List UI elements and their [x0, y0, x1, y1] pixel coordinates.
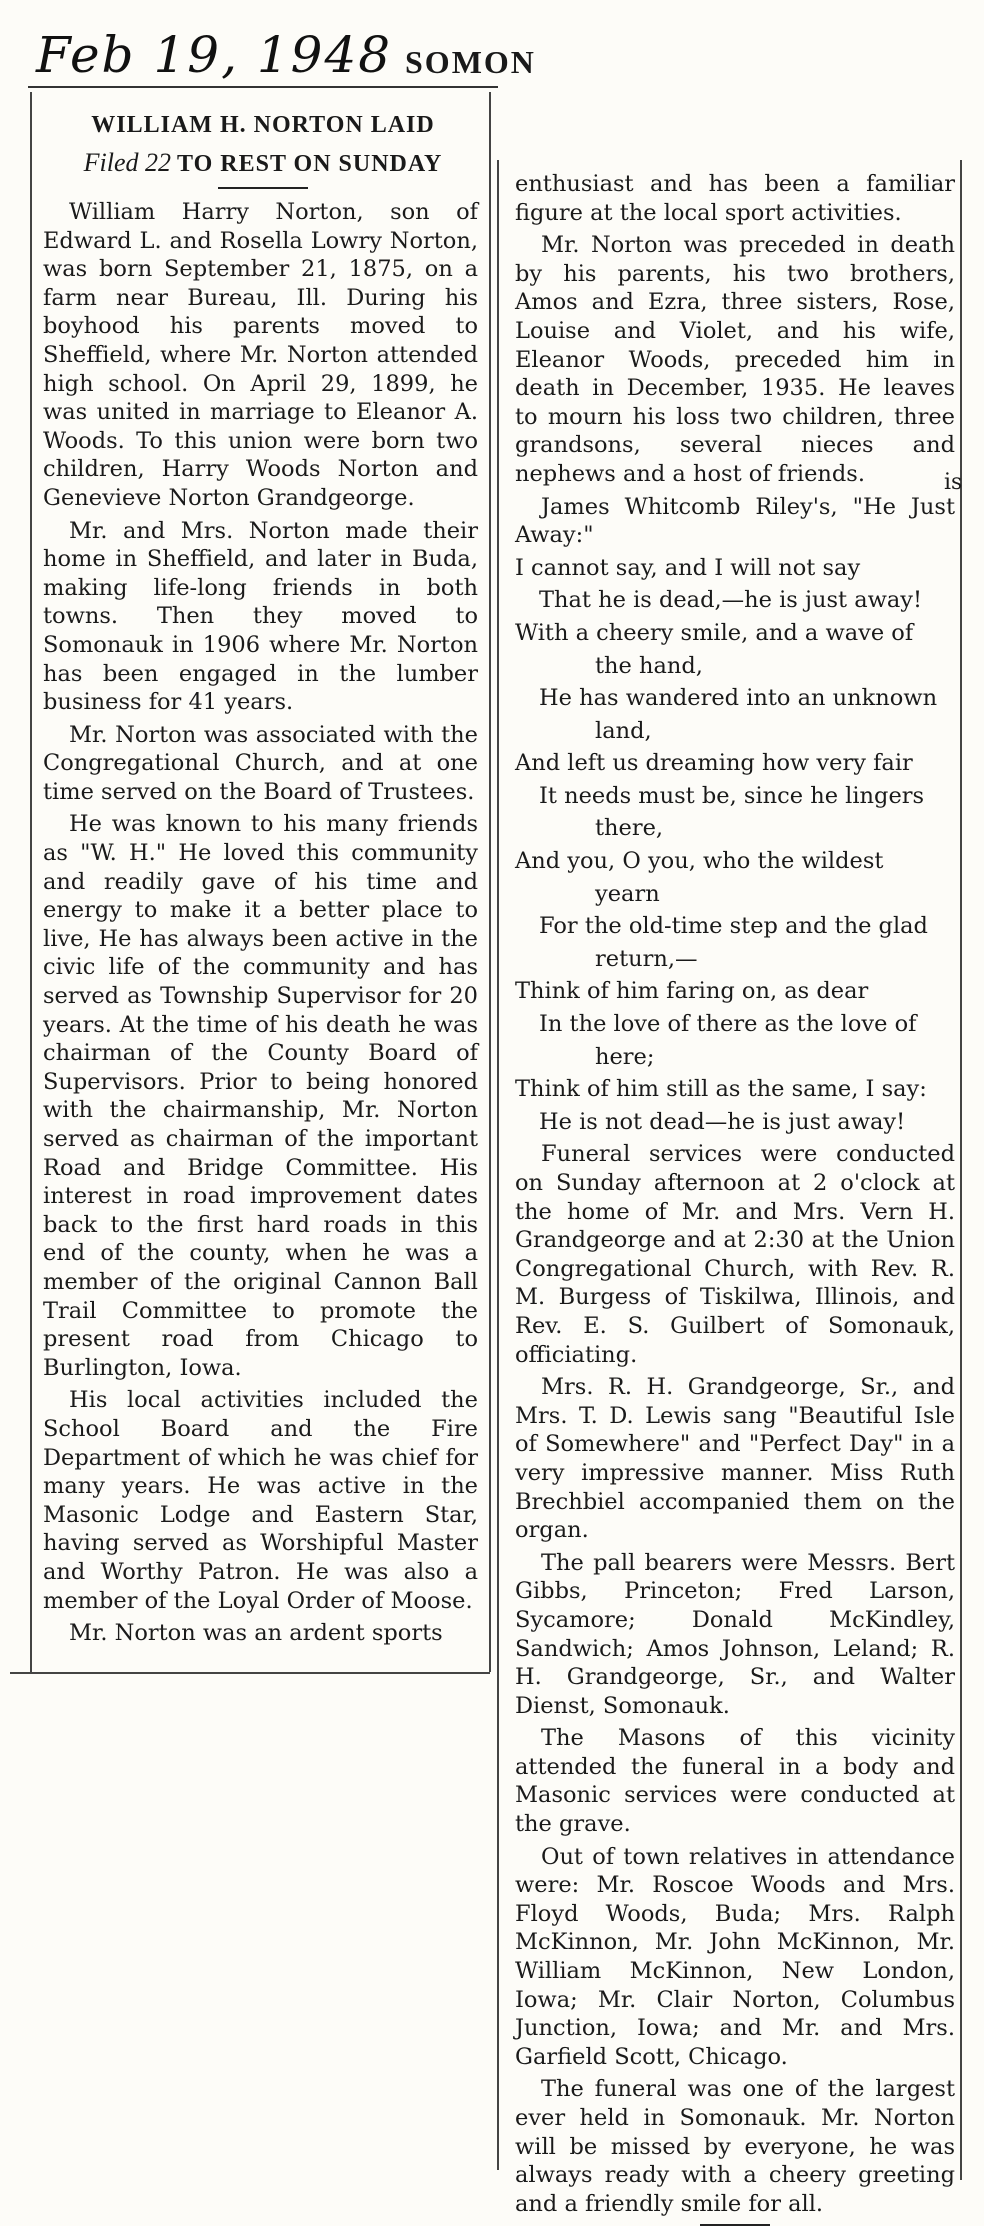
paragraph: The Masons of this vicinity attended the funeral in a body and Masonic services were conducted at the grave.: [515, 1725, 955, 1838]
column1-right-border: [489, 92, 491, 1672]
paragraph: Funeral services were conducted on Sunday afternoon at 2 o'clock at the home of Mr. and Mrs. Vern H. Grandgeorge and at 2:30 at the Union Congregational Church, with Rev. R. M. Burgess of Tiskilwa, Illinois, and Rev. E. S. Guilbert of Somonauk, officiating.: [515, 1141, 955, 1368]
masthead-rule: [28, 86, 498, 88]
poem-line: For the old-time step and the glad: [539, 913, 928, 940]
poem-line: In the love of there as the love of: [539, 1011, 917, 1038]
poem-line: With a cheery smile, and a wave of: [515, 619, 914, 646]
paragraph: James Whitcomb Riley's, "He Just Away:": [515, 493, 955, 549]
poem-line: Think of him faring on, as dear: [515, 978, 869, 1005]
paragraph: Mr. and Mrs. Norton made their home in Sheffield, and later in Buda, making life-long friends in both towns. Then they moved to Somonauk in 1906 where Mr. Norton has been engaged in the lumber business for 41 years.: [43, 517, 478, 716]
paragraph: William Harry Norton, son of Edward L. and Rosella Lowry Norton, was born September 21, 1875, on a farm near Bureau, Ill. During his boyhood his parents moved to Sheffield, where Mr. Norton attended high school. On April 29, 1899, he was united in marriage to Eleanor A. Woods. To this union were born two children, Harry Woods Norton and Genevieve Norton Grandgeorge.: [43, 199, 478, 511]
article-column-1: [43, 198, 478, 1652]
column1-left-border: [30, 92, 32, 1672]
poem-line: He has wandered into an unknown: [539, 685, 938, 712]
handwritten-date: Feb 19, 1948: [36, 26, 393, 84]
paragraph: The pall bearers were Messrs. Bert Gibbs, Princeton; Fred Larson, Sycamore; Donald McKindley, Sandwich; Amos Johnson, Leland; R. H. Grandgeorge, Sr., and Walter Dienst, Somonauk.: [515, 1549, 955, 1719]
poem-line: return,—: [595, 945, 698, 972]
poem-line: Think of him still as the same, I say:: [515, 1076, 927, 1103]
column2-right-border: [960, 160, 962, 2180]
paragraph: He was known to his many friends as "W. H." He loved this community and readily gave of his time and energy to make it a better place to live, He has always been active in the civic life of the community and has served as Township Supervisor for 20 years. At the time of his death he was chairman of the County Board of Supervisors. Prior to being honored with the chairmanship, Mr. Norton served as chairman of the important Road and Bridge Committee. His interest in road improvement dates back to the first hard roads in this end of the county, when he was a member of the original Cannon Ball Trail Committee to promote the present road from Chicago to Burlington, Iowa.: [43, 811, 478, 1381]
poem-line: That he is dead,—he is just away!: [539, 587, 923, 614]
paragraph: His local activities included the School Board and the Fire Department of which he was chief for many years. He was active in the Masonic Lodge and Eastern Star, having served as Worshipful Master and Worthy Patron. He was also a member of the Loyal Order of Moose.: [43, 1387, 478, 1614]
column1-bottom-border: [10, 1672, 490, 1674]
headline-rule: [218, 187, 308, 189]
poem-line: the hand,: [595, 652, 703, 679]
paragraph: Mr. Norton was preceded in death by his parents, his two brothers, Amos and Ezra, three sisters, Rose, Louise and Violet, and his wife, Eleanor Woods, preceded him in death in December, 1935. He leaves to mourn his loss two children, three grandsons, several nieces and nephews and a host of friends.: [515, 232, 955, 487]
paragraph: Mr. Norton was an ardent sports: [69, 1620, 443, 1647]
paragraph: enthusiast and has been a familiar figure at the local sport activities.: [515, 171, 955, 226]
poem: [515, 554, 955, 1137]
poem-line: here;: [595, 1043, 655, 1070]
headline-line-2: TO REST ON SUNDAY: [177, 151, 443, 177]
paragraph: Mrs. R. H. Grandgeorge, Sr., and Mrs. T. D. Lewis sang "Beautiful Isle of Somewhere" and "Perfect Day" in a very impressive manner. Miss Ruth Brechbiel accompanied them on the organ.: [515, 1374, 955, 1544]
headline: [43, 106, 483, 189]
poem-line: land,: [595, 717, 652, 744]
poem-line: He is not dead—he is just away!: [539, 1108, 906, 1135]
poem-line: there,: [595, 815, 664, 842]
poem-line: And you, O you, who the wildest: [515, 848, 884, 875]
paragraph: Out of town relatives in attendance were: Mr. Roscoe Woods and Mrs. Floyd Woods, Buda; Mrs. Ralph McKinnon, Mr. John McKinnon, Mr. William McKinnon, New London, Iowa; Mr. Clair Norton, Columbus Junction, Iowa; and Mr. and Mrs. Garfield Scott, Chicago.: [515, 1843, 955, 2070]
margin-fragment: is: [944, 470, 963, 495]
poem-line: And left us dreaming how very fair: [515, 750, 913, 777]
masthead-fragment: SOMON: [405, 44, 536, 80]
poem-line: yearn: [595, 880, 660, 907]
handwritten-note: Filed 22: [83, 148, 172, 177]
paragraph: The funeral was one of the largest ever held in Somonauk. Mr. Norton will be missed by everyone, he was always ready with a cheery greeting and a friendly smile for all.: [515, 2076, 955, 2217]
paragraph: Mr. Norton was associated with the Congregational Church, and at one time served on the Board of Trustees.: [43, 721, 478, 805]
headline-line-1: WILLIAM H. NORTON LAID: [91, 112, 435, 138]
poem-line: I cannot say, and I will not say: [515, 554, 861, 581]
article-column-2: [515, 170, 955, 2226]
column2-left-border: [497, 160, 499, 2170]
poem-line: It needs must be, since he lingers: [539, 782, 925, 809]
